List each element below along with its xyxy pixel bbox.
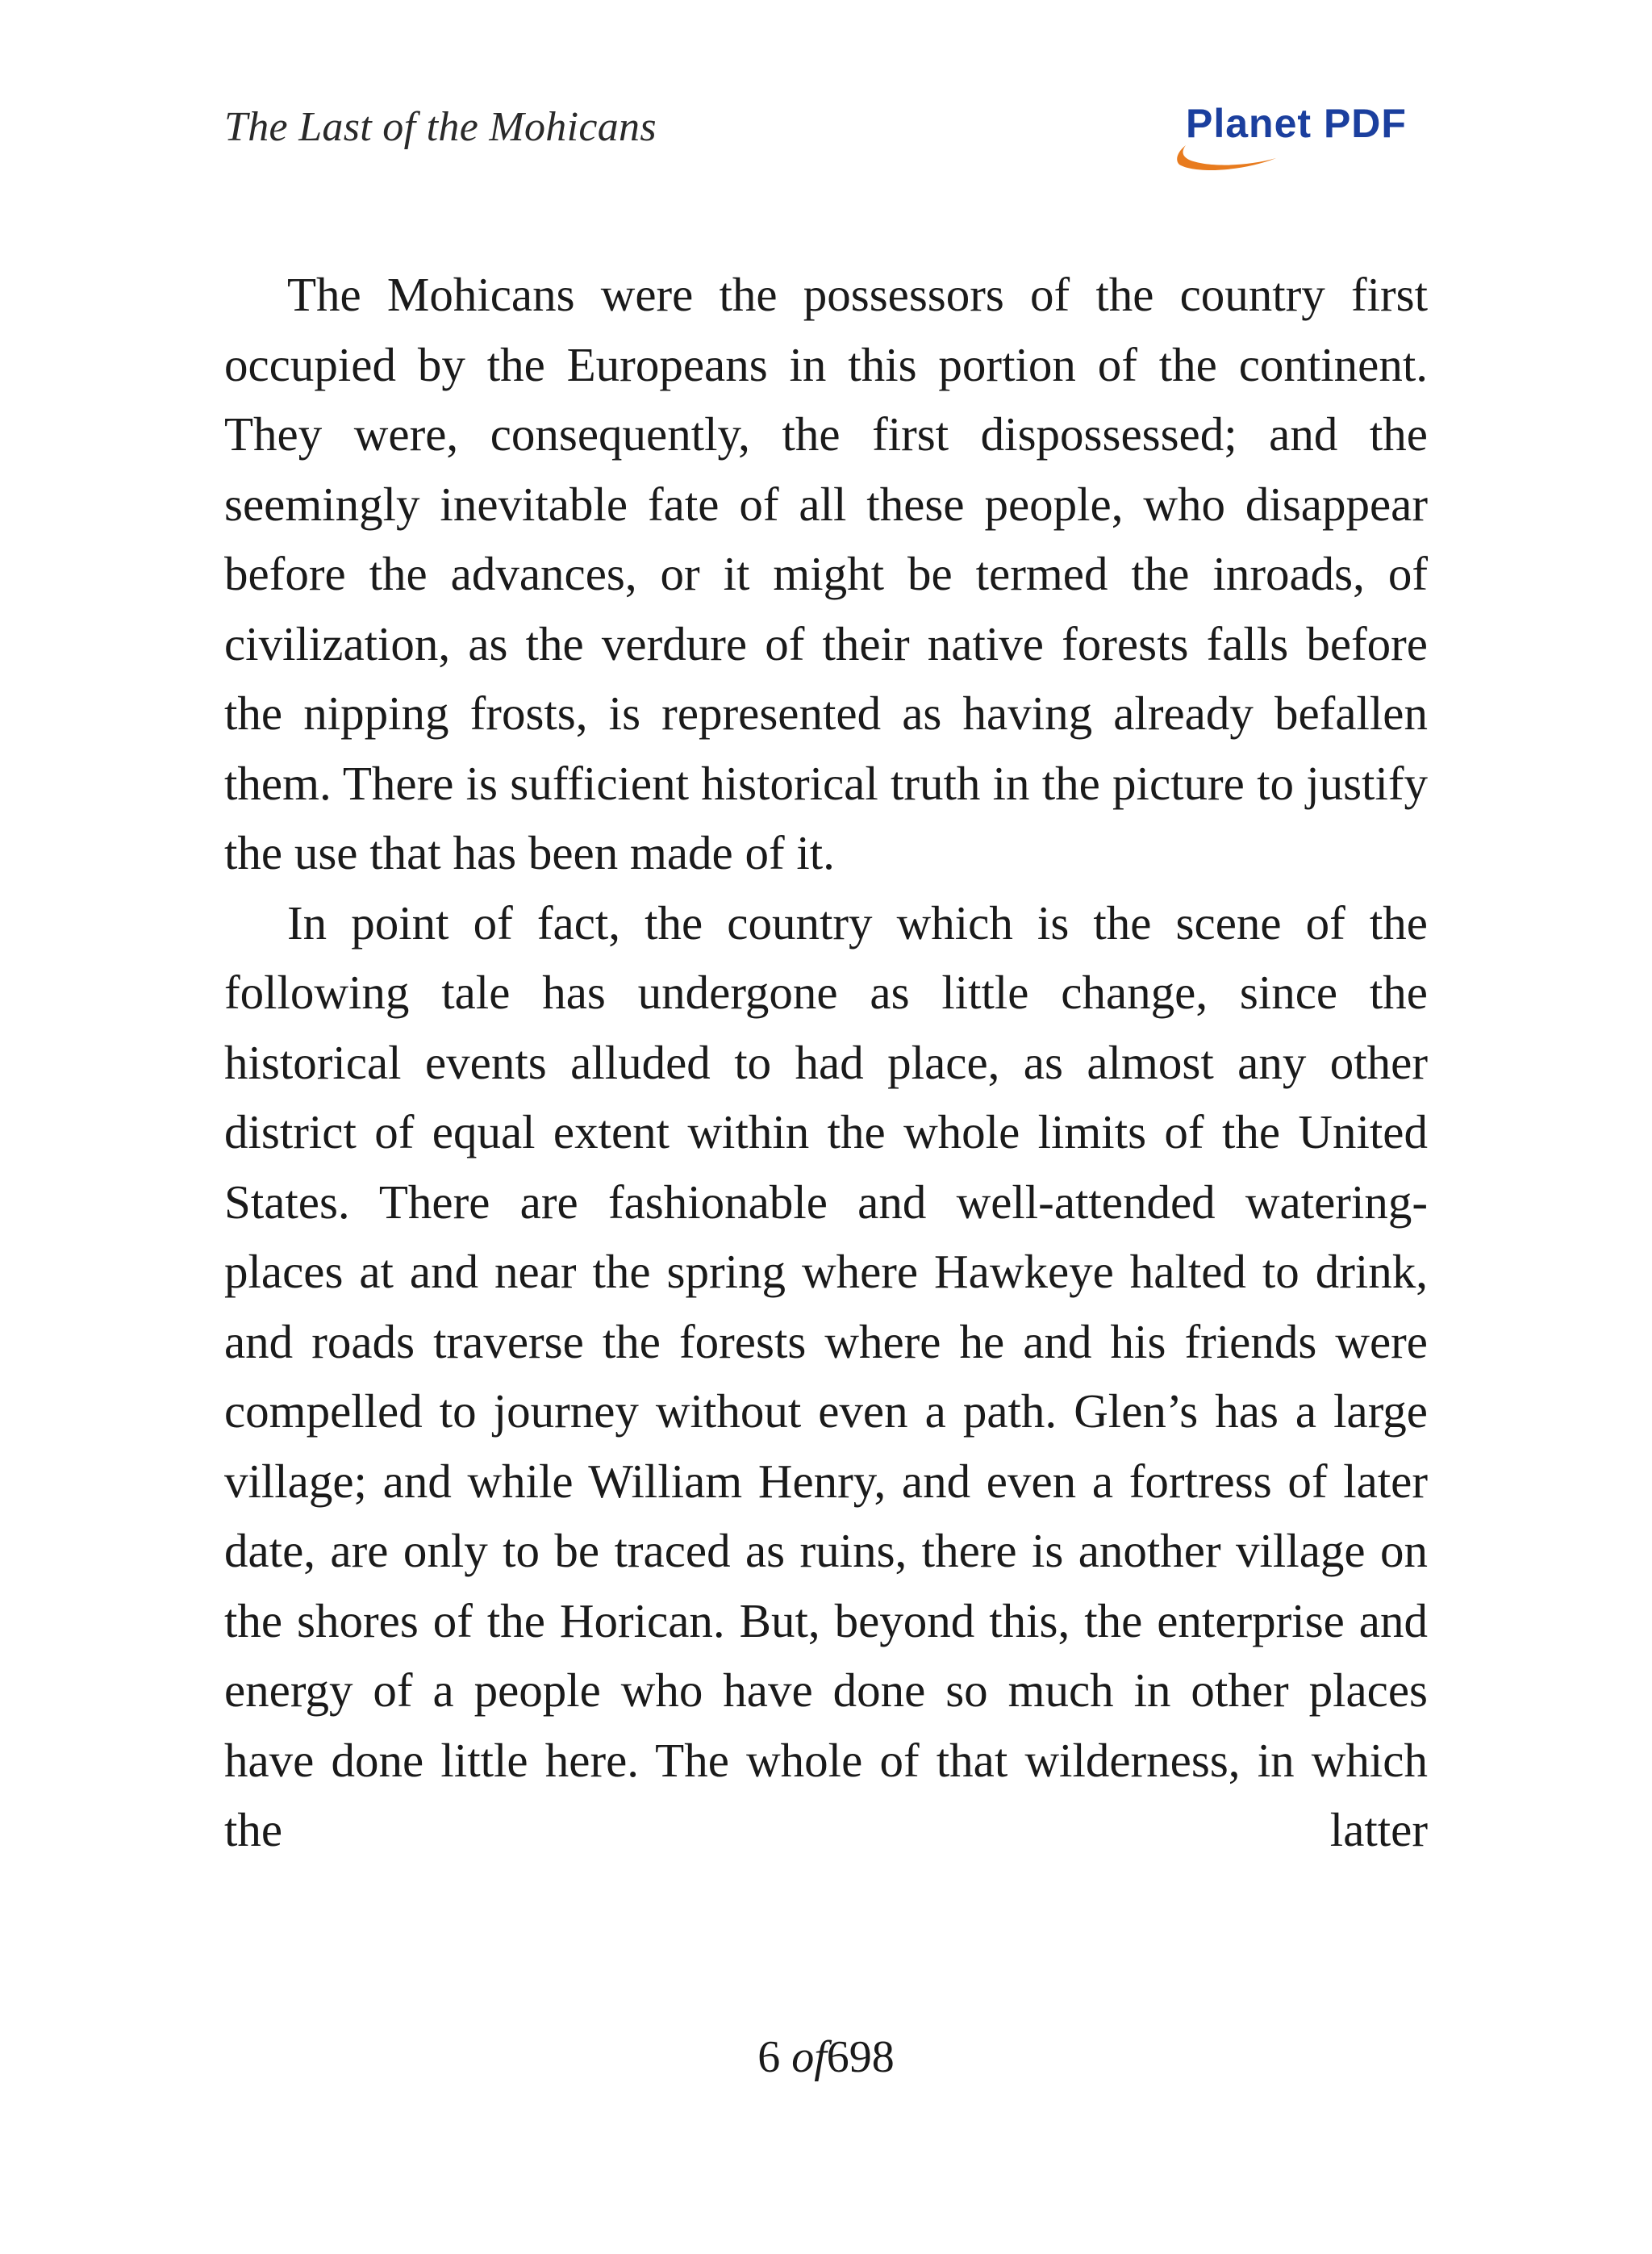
paragraph-2: In point of fact, the country which is the scene of the following tale has undergone as little change, since the historical events alluded to had place, as almost any other district of equal extent within the whole limits of the United States. There are fashionable and well-attended watering-places at and near the spring where Hawkeye halted to drink, and roads traverse the forests where he and his friends were compelled to journey without even a path. Glen’s has a large village; and while William Henry, and even a fortress of later date, are only to be traced as ruins, there is another village on the shores of the Horican. But, beyond this, the enterprise and energy of a people who have done so much in other places have done little here. The whole of that wilderness, in which the latter: [224, 895, 1428, 1856]
page-body: [224, 260, 1428, 1865]
planet-pdf-logo: [1171, 100, 1429, 173]
page-current: 6: [757, 2032, 781, 2082]
paragraph-1: The Mohicans were the possessors of the country first occupied by the Europeans in this portion of the continent. They were, consequently, the first dispossessed; and the seemingly inevitable fate of all these people, who disappear before the advances, or it might be termed the inroads, of civilization, as the verdure of their native forests falls before the nipping frosts, is represented as having already befallen them. There is sufficient historical truth in the picture to justify the use that has been made of it.: [224, 268, 1428, 879]
page-number: [0, 2031, 1652, 2083]
page-total: 698: [826, 2032, 895, 2082]
page-of-label: of: [791, 2032, 827, 2082]
running-header-title: The Last of the Mohicans: [224, 104, 657, 150]
logo-text: Planet PDF: [1186, 101, 1407, 146]
